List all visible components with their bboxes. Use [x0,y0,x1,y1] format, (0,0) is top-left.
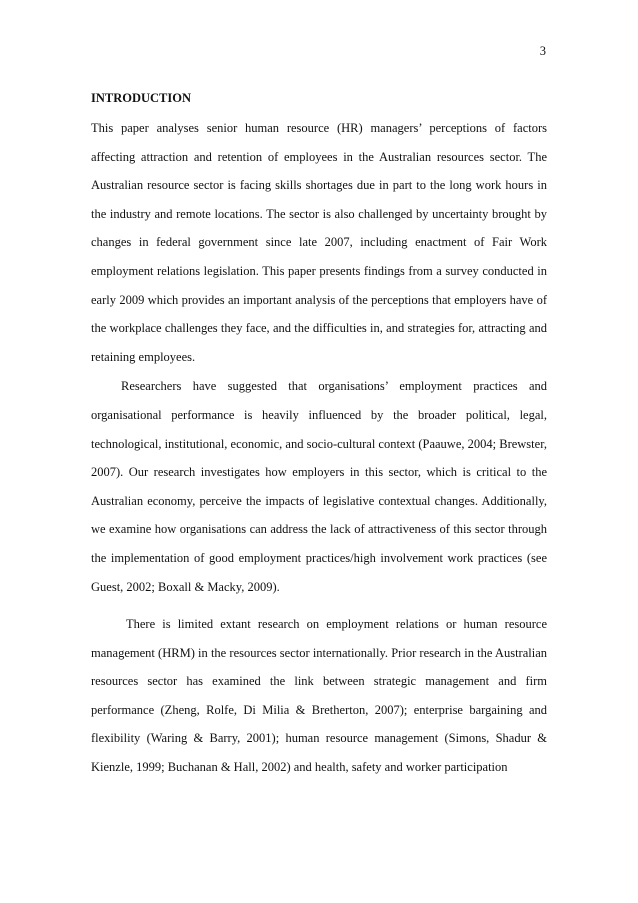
section-heading: INTRODUCTION [91,91,192,105]
paragraph-1: This paper analyses senior human resource (HR) managers’ perceptions of factors affecting attraction and retention of employees in the Australian resources sector. The Australian resource sector is facing skills shortages due in part to the long work hours in the industry and remote locations. The sector is also challenged by uncertainty brought by changes in federal government since late 2007, including enactment of Fair Work employment relations legislation. This paper presents findings from a survey conducted in early 2009 which provides an important analysis of the perceptions that employers have of the workplace challenges they face, and the difficulties in, and strategies for, attracting and retaining employees. [91,121,547,364]
body-text [91,114,547,782]
page-number: 3 [539,44,546,58]
paragraph-2: Researchers have suggested that organisations’ employment practices and organisational performance is heavily influenced by the broader political, legal, technological, institutional, economic, and socio-cultural context (Paauwe, 2004; Brewster, 2007). Our research investigates how employers in this sector, which is critical to the Australian economy, perceive the impacts of legislative contextual changes. Additionally, we examine how organisations can address the lack of attractiveness of this sector through the implementation of good employment practices/high involvement work practices (see Guest, 2002; Boxall & Macky, 2009). [91,379,547,594]
paragraph-3: There is limited extant research on employment relations or human resource management (HRM) in the resources sector internationally. Prior research in the Australian resources sector has examined the link between strategic management and firm performance (Zheng, Rolfe, Di Milia & Bretherton, 2007); enterprise bargaining and flexibility (Waring & Barry, 2001); human resource management (Simons, Shadur & Kienzle, 1999; Buchanan & Hall, 2002) and health, safety and worker participation [91,617,547,775]
